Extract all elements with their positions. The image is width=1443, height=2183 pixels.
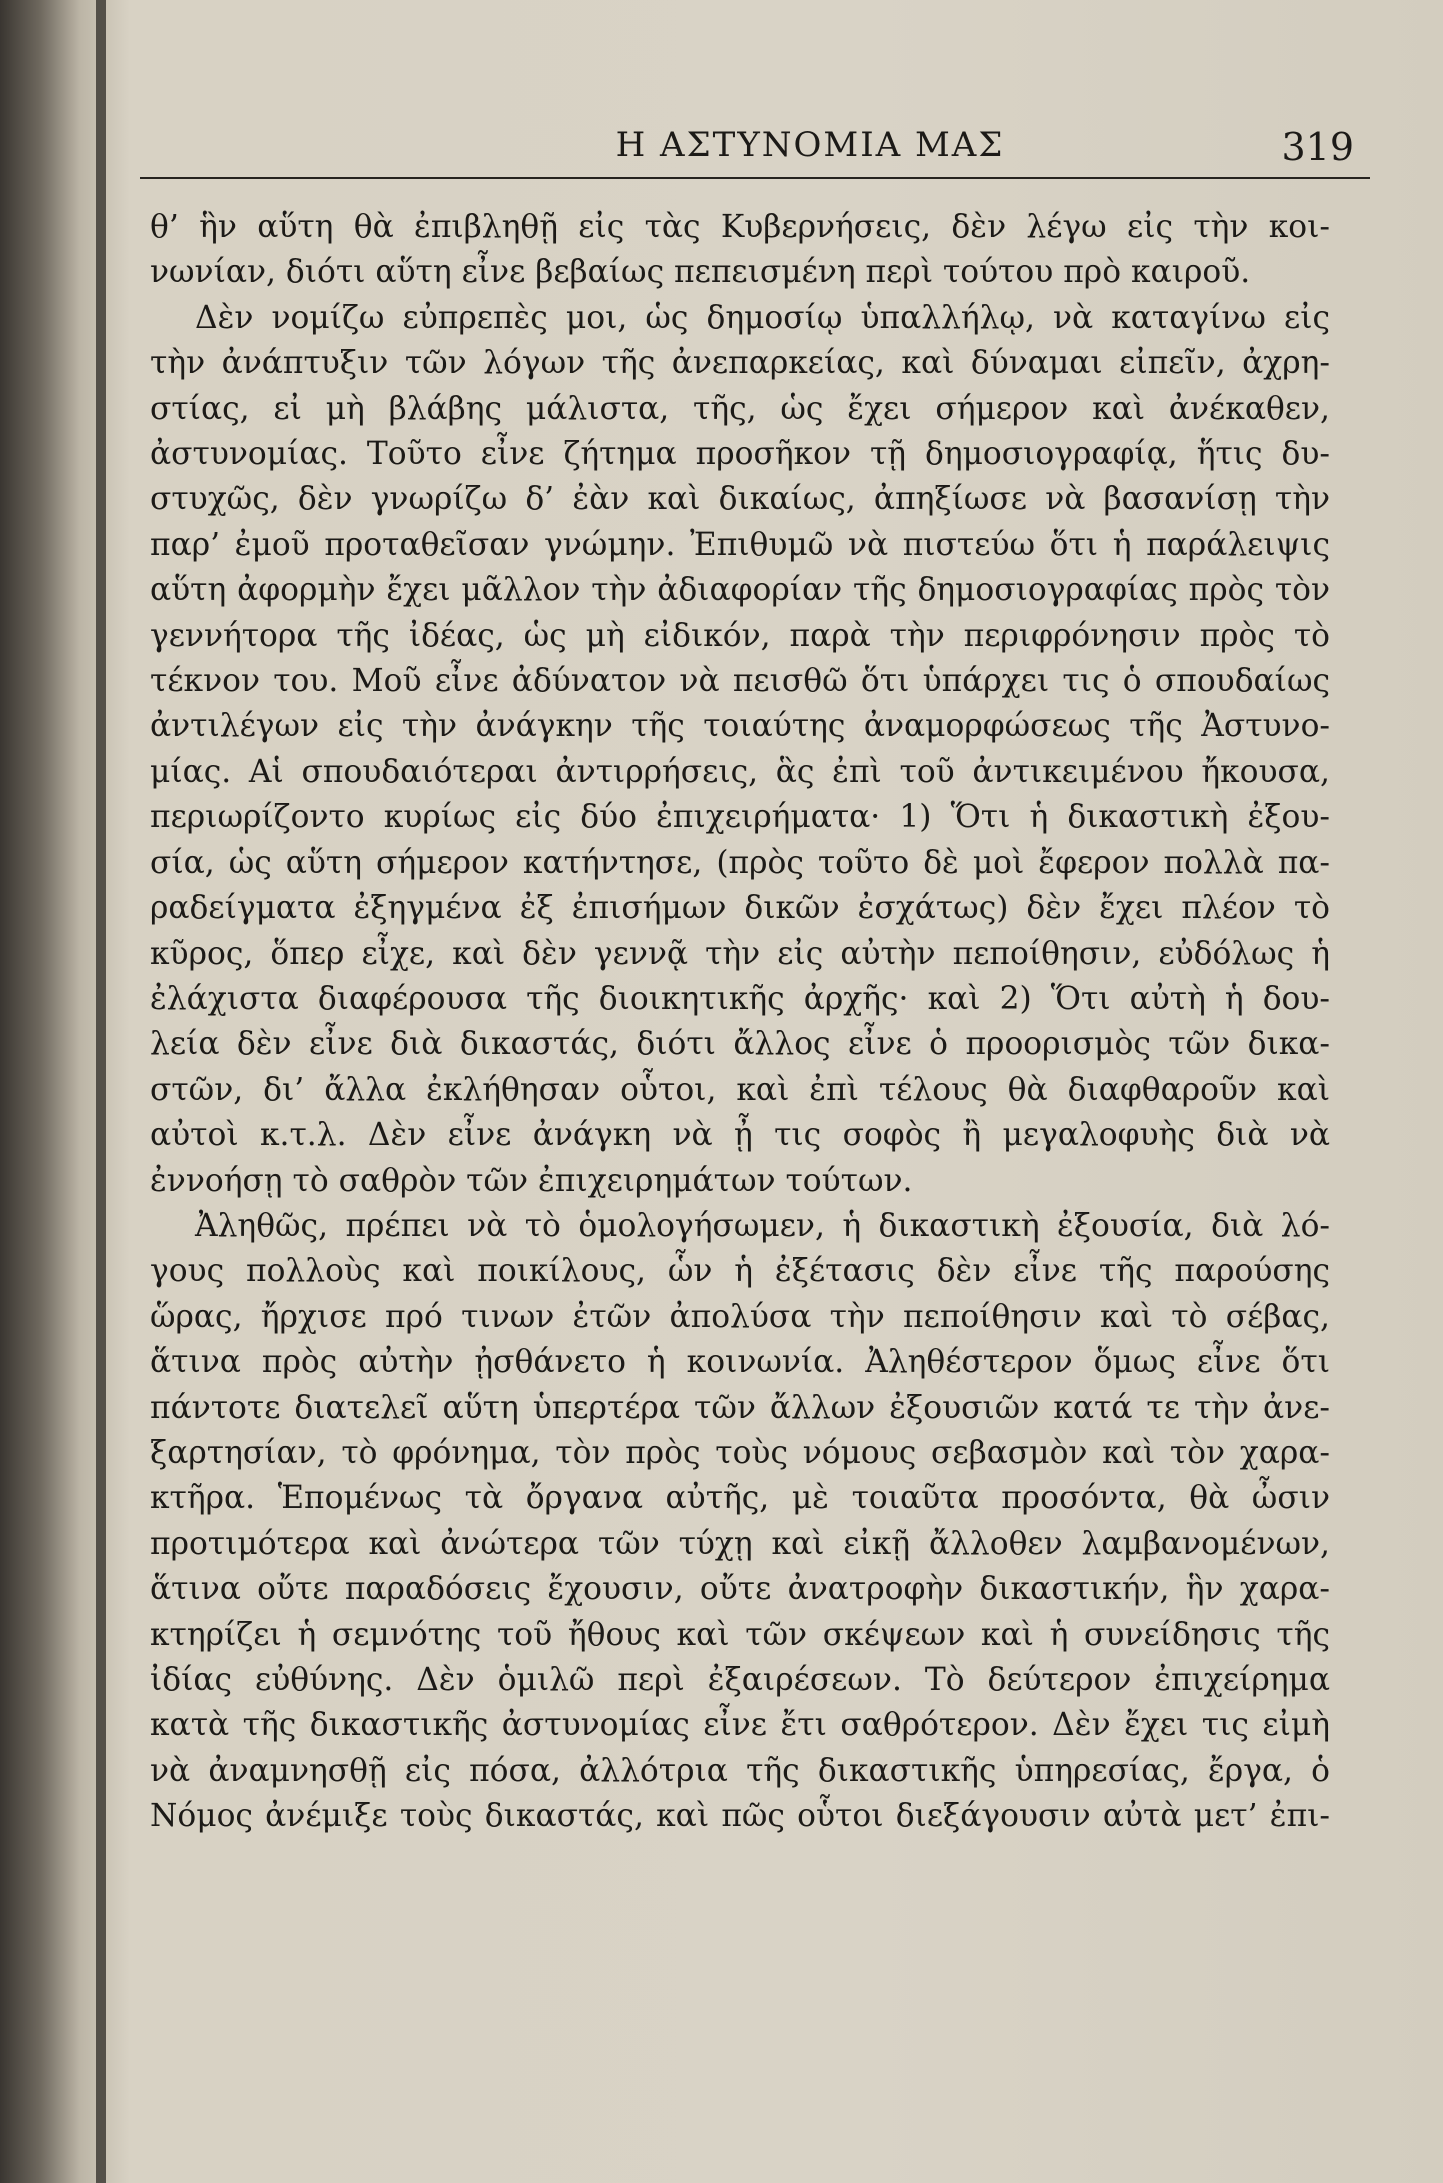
text-line: ἀστυνομίας. Τοῦτο εἶνε ζήτημα προσῆκον τῇ δημοσιογραφίᾳ, ἥτις δυ- (150, 436, 1330, 473)
text-line: πάντοτε διατελεῖ αὕτη ὑπερτέρα τῶν ἄλλων ἐξουσιῶν κατά τε τὴν ἀνε- (150, 1389, 1330, 1426)
text-line: ἅτινα πρὸς αὐτὴν ᾐσθάνετο ἡ κοινωνία. Ἀληθέστερον ὅμως εἶνε ὅτι (150, 1344, 1330, 1381)
text-line: ὥρας, ἤρχισε πρό τινων ἐτῶν ἀπολύσα τὴν πεποίθησιν καὶ τὸ σέβας, (150, 1298, 1330, 1335)
running-head: Η ΑΣΤΥΝΟΜΙΑ ΜΑΣ (615, 125, 1005, 165)
text-line: τὴν ἀνάπτυξιν τῶν λόγων τῆς ἀνεπαρκείας, καὶ δύναμαι εἰπεῖν, ἀχρη- (150, 345, 1330, 382)
text-line: ραδείγματα ἐξηγμένα ἐξ ἐπισήμων δικῶν ἐσχάτως) δὲν ἔχει πλέον τὸ (150, 890, 1330, 927)
text-line: αὐτοὶ κ.τ.λ. Δὲν εἶνε ἀνάγκη νὰ ᾖ τις σοφὸς ἢ μεγαλοφυὴς διὰ νὰ (150, 1117, 1330, 1154)
text-line: τέκνον του. Μοῦ εἶνε ἀδύνατον νὰ πεισθῶ ὅτι ὑπάρχει τις ὁ σπουδαίως (150, 663, 1330, 700)
text-line: παρ’ ἐμοῦ προταθεῖσαν γνώμην. Ἐπιθυμῶ νὰ πιστεύω ὅτι ἡ παράλειψις (150, 526, 1330, 563)
book-gutter (96, 0, 106, 2183)
text-line: ἅτινα οὔτε παραδόσεις ἔχουσιν, οὔτε ἀνατροφὴν δικαστικήν, ἣν χαρα- (150, 1571, 1330, 1608)
text-line: ἀντιλέγων εἰς τὴν ἀνάγκην τῆς τοιαύτης ἀναμορφώσεως τῆς Ἀστυνο- (150, 708, 1330, 745)
text-line: νὰ ἀναμνησθῇ εἰς πόσα, ἀλλότρια τῆς δικαστικῆς ὑπηρεσίας, ἔργα, ὁ (150, 1752, 1330, 1789)
text-line: νωνίαν, διότι αὕτη εἶνε βεβαίως πεπεισμένη περὶ τούτου πρὸ καιροῦ. (150, 254, 1251, 291)
text-line: κατὰ τῆς δικαστικῆς ἀστυνομίας εἶνε ἔτι σαθρότερον. Δὲν ἔχει τις εἰμὴ (150, 1707, 1330, 1744)
text-line: στίας, εἰ μὴ βλάβης μάλιστα, τῆς, ὡς ἔχει σήμερον καὶ ἀνέκαθεν, (150, 390, 1330, 427)
text-line: ἐννοήσῃ τὸ σαθρὸν τῶν ἐπιχειρημάτων τούτων. (150, 1162, 913, 1199)
text-line: γους πολλοὺς καὶ ποικίλους, ὧν ἡ ἐξέτασις δὲν εἶνε τῆς παρούσης (150, 1253, 1330, 1290)
text-line: λεία δὲν εἶνε διὰ δικαστάς, διότι ἄλλος εἶνε ὁ προορισμὸς τῶν δικα- (150, 1026, 1330, 1063)
header-rule (140, 177, 1370, 179)
text-line: περιωρίζοντο κυρίως εἰς δύο ἐπιχειρήματα· 1) Ὅτι ἡ δικαστικὴ ἐξου- (150, 799, 1330, 836)
text-line: ἐλάχιστα διαφέρουσα τῆς διοικητικῆς ἀρχῆς· καὶ 2) Ὅτι αὐτὴ ἡ δου- (150, 980, 1330, 1017)
text-line: στῶν, δι’ ἄλλα ἐκλήθησαν οὗτοι, καὶ ἐπὶ τέλους θὰ διαφθαροῦν καὶ (150, 1071, 1330, 1108)
text-line: κῦρος, ὅπερ εἶχε, καὶ δὲν γεννᾷ τὴν εἰς αὐτὴν πεποίθησιν, εὐδόλως ἡ (150, 935, 1330, 972)
text-line: ξαρτησίαν, τὸ φρόνημα, τὸν πρὸς τοὺς νόμους σεβασμὸν καὶ τὸν χαρα- (150, 1434, 1330, 1471)
text-line: θ’ ἣν αὕτη θὰ ἐπιβληθῇ εἰς τὰς Κυβερνήσεις, δὲν λέγω εἰς τὴν κοι- (150, 209, 1330, 245)
body-text (150, 205, 1330, 1840)
text-line: προτιμότερα καὶ ἀνώτερα τῶν τύχῃ καὶ εἰκῇ ἄλλοθεν λαμβανομένων, (150, 1525, 1330, 1562)
text-line: αὕτη ἀφορμὴν ἔχει μᾶλλον τὴν ἀδιαφορίαν τῆς δημοσιογραφίας πρὸς τὸν (150, 572, 1330, 609)
page (150, 95, 1354, 2155)
page-number: 319 (1281, 125, 1354, 169)
text-line: κτηρίζει ἡ σεμνότης τοῦ ἤθους καὶ τῶν σκέψεων καὶ ἡ συνείδησις τῆς (150, 1616, 1330, 1653)
text-line: κτῆρα. Ἑπομένως τὰ ὄργανα αὐτῆς, μὲ τοιαῦτα προσόντα, θὰ ὦσιν (150, 1480, 1330, 1517)
text-line: στυχῶς, δὲν γνωρίζω δ’ ἐὰν καὶ δικαίως, ἀπηξίωσε νὰ βασανίσῃ τὴν (150, 481, 1330, 518)
text-line: ἰδίας εὐθύνης. Δὲν ὁμιλῶ περὶ ἐξαιρέσεων. Τὸ δεύτερον ἐπιχείρημα (150, 1662, 1330, 1698)
text-line: Νόμος ἀνέμιξε τοὺς δικαστάς, καὶ πῶς οὗτοι διεξάγουσιν αὐτὰ μετ’ ἐπι- (150, 1798, 1330, 1835)
page-header (150, 95, 1354, 175)
text-line: Δὲν νομίζω εὐπρεπὲς μοι, ὡς δημοσίῳ ὑπαλλήλῳ, νὰ καταγίνω εἰς (195, 299, 1330, 336)
text-line: Ἀληθῶς, πρέπει νὰ τὸ ὁμολογήσωμεν, ἡ δικαστικὴ ἐξουσία, διὰ λό- (195, 1207, 1330, 1244)
text-line: γεννήτορα τῆς ἰδέας, ὡς μὴ εἰδικόν, παρὰ τὴν περιφρόνησιν πρὸς τὸ (150, 617, 1330, 654)
text-line: μίας. Αἱ σπουδαιότεραι ἀντιρρήσεις, ἃς ἐπὶ τοῦ ἀντικειμένου ἤκουσα, (150, 753, 1330, 790)
text-line: σία, ὡς αὕτη σήμερον κατήντησε, (πρὸς τοῦτο δὲ μοὶ ἔφερον πολλὰ πα- (150, 844, 1330, 881)
